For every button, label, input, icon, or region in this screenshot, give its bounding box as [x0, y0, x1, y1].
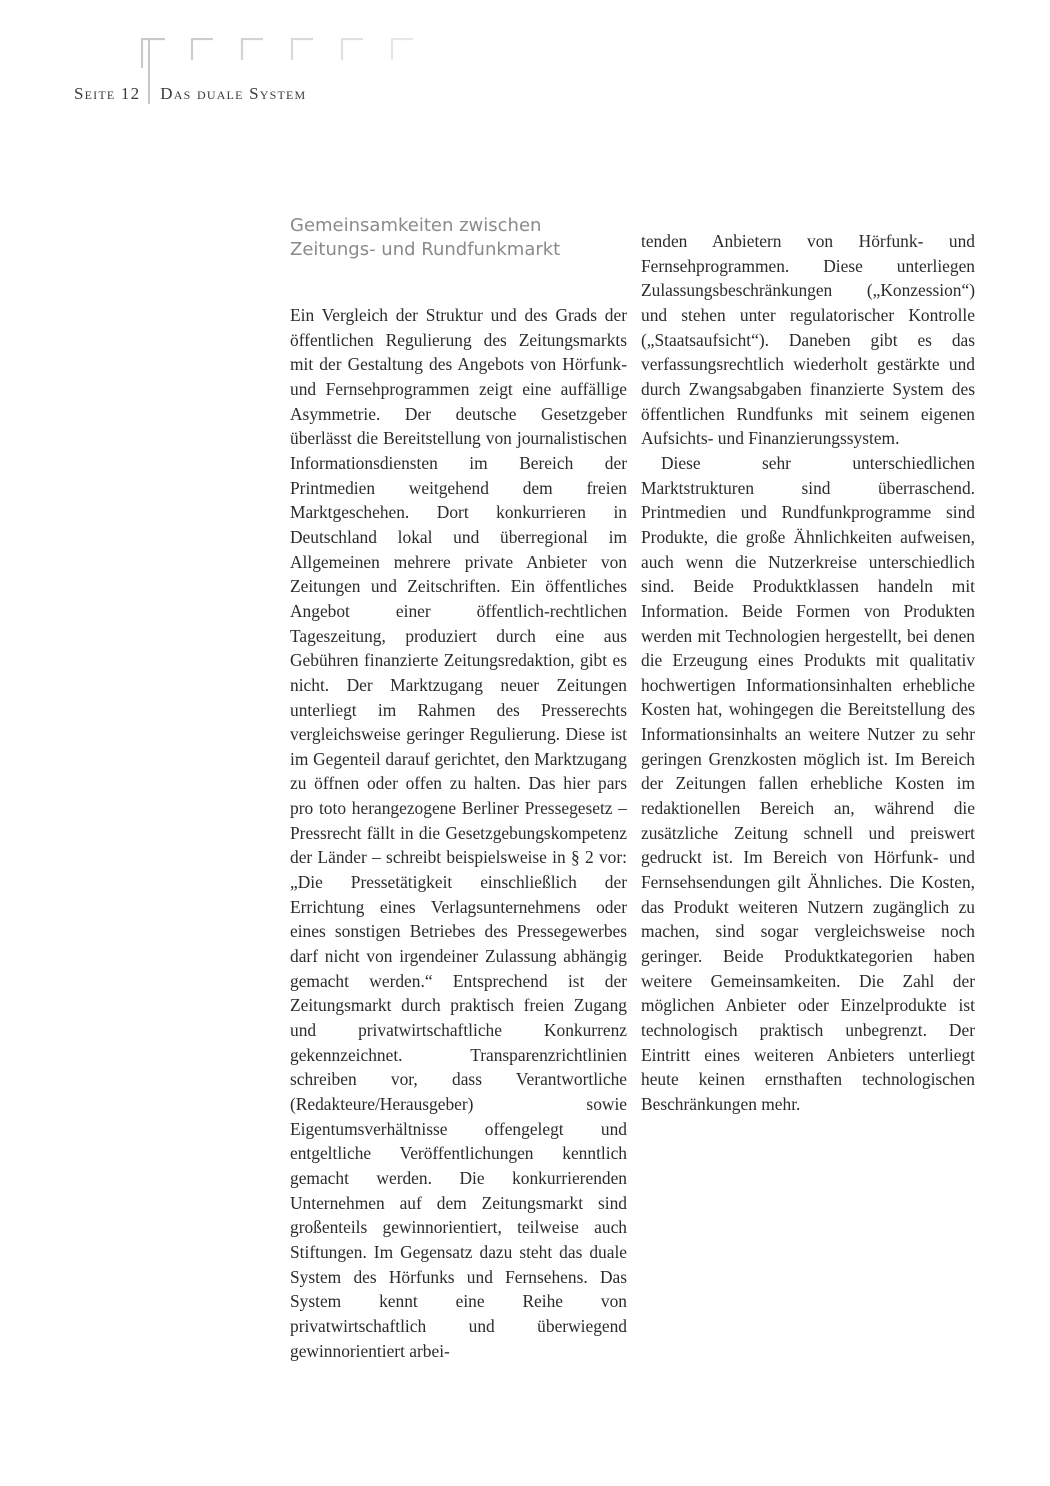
decorative-corner-marks [141, 38, 431, 68]
body-paragraph: Diese sehr unterschiedlichen Marktstrukturen sind überraschend. Printmedien und Rundfunkprogramme sind Produkte, die große Ähnlichkeiten aufweisen, auch wenn die Nutzerkreise unterschiedlich sind. Beide Produktklassen handeln mit Information. Beide Formen von Produkten werden mit Technologien hergestellt, bei denen die Erzeugung eines Produkts mit qualitativ hochwertigen Informationsinhalten erhebliche Kosten hat, wohingegen die Bereitstellung des Informationsinhalts an weitere Nutzer zu sehr geringen Grenzkosten möglich ist. Im Bereich der Zeitungen fallen erhebliche Kosten im redaktionellen Bereich an, während die zusätzliche Zeitung schnell und preiswert gedruckt ist. Im Bereich von Hörfunk- und Fernsehsendungen gilt Ähnliches. Die Kosten, das Produkt weiteren Nutzern zugänglich zu machen, sind sogar vergleichsweise noch geringer. Beide Produktkategorien haben weitere Gemeinsamkeiten. Die Zahl der möglichen Anbieter oder Einzelprodukte ist technologisch praktisch unbegrenzt. Der Eintritt eines weiteren Anbieters unterliegt heute keinen ernsthaften technologischen Beschränkungen mehr. [641, 452, 975, 1114]
page-number: Seite 12 [74, 84, 141, 103]
left-column [290, 214, 627, 1363]
heading-line-1: Gemeinsamkeiten zwischen [290, 215, 542, 236]
right-column [641, 229, 975, 1117]
body-paragraph: Ein Vergleich der Struktur und des Grads der öffentlichen Regulierung des Zeitungsmarkts mit der Gestaltung des Angebots von Hörfunk- und Fernsehprogrammen zeigt eine auffällige Asymmetrie. Der deutsche Gesetzgeber überlässt die Bereitstellung von journalistischen Informationsdiensten im Bereich der Printmedien weitgehend dem freien Marktgeschehen. Dort konkurrieren in Deutschland lokal und überregional im Allgemeinen mehrere private Anbieter von Zeitungen und Zeitschriften. Ein öffentliches Angebot einer öffentlich-rechtlichen Tageszeitung, produziert durch eine aus Gebühren finanzierte Zeitungsredaktion, gibt es nicht. Der Marktzugang neuer Zeitungen unterliegt im Rahmen des Presserechts vergleichsweise geringer Regulierung. Diese ist im Gegenteil darauf gerichtet, den Marktzugang zu öffnen oder offen zu halten. Das hier pars pro toto herangezogene Berliner Pressegesetz – Pressrecht fällt in die Gesetzgebungskompetenz der Länder – schreibt beispielsweise in § 2 vor: „Die Pressetätigkeit einschließlich der Errichtung eines Verlagsunternehmens oder eines sonstigen Betriebes des Pressegewerbes darf nicht von irgendeiner Zulassung abhängig gemacht werden.“ Entsprechend ist der Zeitungsmarkt durch praktisch freien Zugang und privatwirtschaftliche Konkurrenz gekennzeichnet. Transparenzrichtlinien schreiben vor, dass Verantwortliche (Redakteure/Herausgeber) sowie Eigentumsverhältnisse offengelegt und entgeltliche Veröffentlichungen kenntlich gemacht werden. Die konkurrierenden Unternehmen auf dem Zeitungsmarkt sind großenteils gewinnorientiert, teilweise auch Stiftungen. Im Gegensatz dazu steht das duale System des Hörfunks und Fernsehens. Das System kennt eine Reihe von privatwirtschaftlich und überwiegend gewinnorientiert arbei- [290, 305, 627, 1361]
article-heading [290, 214, 627, 262]
section-title: Das duale System [160, 84, 307, 103]
body-paragraph: tenden Anbietern von Hörfunk- und Fernsehprogrammen. Diese unterliegen Zulassungsbeschränkungen („Konzession“) und stehen unter regulatorischer Kontrolle („Staatsaufsicht“). Daneben gibt es das verfassungsrechtlich wiederholt gestärkte und durch Zwangsabgaben finanzierte System des öffentlichen Rundfunks mit seinem eigenen Aufsichts- und Finanzierungssystem. [641, 231, 975, 449]
heading-line-2: Zeitungs- und Rundfunkmarkt [290, 239, 561, 260]
running-header [74, 84, 306, 104]
